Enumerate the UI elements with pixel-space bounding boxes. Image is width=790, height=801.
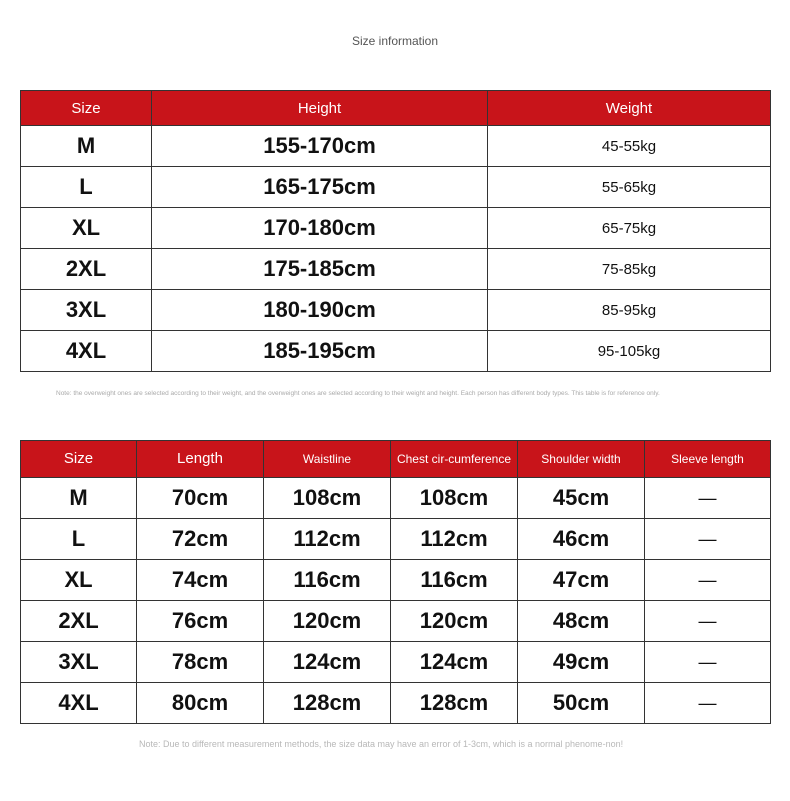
size-cell: L xyxy=(21,167,152,208)
table-row xyxy=(21,249,771,290)
length-cell: 80cm xyxy=(137,683,264,724)
size-cell: XL xyxy=(21,208,152,249)
length-cell: 76cm xyxy=(137,601,264,642)
table-row xyxy=(21,601,771,642)
measurement-note: Note: Due to different measurement methods, the size data may have an error of 1-3cm, which is a normal phenome-non! xyxy=(139,739,624,749)
length-cell: 70cm xyxy=(137,478,264,519)
waist-cell: 124cm xyxy=(264,642,391,683)
sleeve-cell: — xyxy=(645,519,771,560)
header-length: Length xyxy=(137,441,264,478)
shoulder-cell: 46cm xyxy=(518,519,645,560)
waist-cell: 120cm xyxy=(264,601,391,642)
table-row xyxy=(21,478,771,519)
sleeve-cell: — xyxy=(645,601,771,642)
table-row xyxy=(21,331,771,372)
table-row xyxy=(21,642,771,683)
size-cell: XL xyxy=(21,560,137,601)
header-size: Size xyxy=(21,91,152,126)
chest-cell: 124cm xyxy=(391,642,518,683)
sleeve-cell: — xyxy=(645,478,771,519)
reference-note: Note: the overweight ones are selected according to their weight, and the overweight ones are selected according to their weight and height. Each person has different body types. This table is for reference only. xyxy=(56,390,660,397)
length-cell: 74cm xyxy=(137,560,264,601)
waist-cell: 128cm xyxy=(264,683,391,724)
height-cell: 170-180cm xyxy=(152,208,488,249)
header-waistline: Waistline xyxy=(264,441,391,478)
height-weight-table xyxy=(20,90,771,372)
height-cell: 165-175cm xyxy=(152,167,488,208)
size-cell: M xyxy=(21,126,152,167)
table-row xyxy=(21,290,771,331)
page-title: Size information xyxy=(351,34,439,48)
shoulder-cell: 49cm xyxy=(518,642,645,683)
chest-cell: 108cm xyxy=(391,478,518,519)
size-cell: L xyxy=(21,519,137,560)
weight-cell: 45-55kg xyxy=(488,126,771,167)
sleeve-cell: — xyxy=(645,642,771,683)
size-cell: 4XL xyxy=(21,331,152,372)
size-cell: 4XL xyxy=(21,683,137,724)
chest-cell: 116cm xyxy=(391,560,518,601)
sleeve-cell: — xyxy=(645,683,771,724)
table-header-row xyxy=(21,91,771,126)
table-row xyxy=(21,519,771,560)
height-cell: 155-170cm xyxy=(152,126,488,167)
measurement-table xyxy=(20,440,771,724)
weight-cell: 65-75kg xyxy=(488,208,771,249)
table-header-row xyxy=(21,441,771,478)
size-cell: 3XL xyxy=(21,642,137,683)
table-row xyxy=(21,126,771,167)
sleeve-cell: — xyxy=(645,560,771,601)
header-sleeve: Sleeve length xyxy=(645,441,771,478)
header-shoulder: Shoulder width xyxy=(518,441,645,478)
table-row xyxy=(21,683,771,724)
height-cell: 185-195cm xyxy=(152,331,488,372)
chest-cell: 128cm xyxy=(391,683,518,724)
header-weight: Weight xyxy=(488,91,771,126)
waist-cell: 112cm xyxy=(264,519,391,560)
header-size: Size xyxy=(21,441,137,478)
waist-cell: 108cm xyxy=(264,478,391,519)
header-height: Height xyxy=(152,91,488,126)
shoulder-cell: 45cm xyxy=(518,478,645,519)
header-chest: Chest cir-cumference xyxy=(391,441,518,478)
shoulder-cell: 47cm xyxy=(518,560,645,601)
shoulder-cell: 48cm xyxy=(518,601,645,642)
length-cell: 72cm xyxy=(137,519,264,560)
chest-cell: 120cm xyxy=(391,601,518,642)
shoulder-cell: 50cm xyxy=(518,683,645,724)
weight-cell: 55-65kg xyxy=(488,167,771,208)
size-cell: M xyxy=(21,478,137,519)
length-cell: 78cm xyxy=(137,642,264,683)
weight-cell: 95-105kg xyxy=(488,331,771,372)
height-cell: 180-190cm xyxy=(152,290,488,331)
table-row xyxy=(21,208,771,249)
table-row xyxy=(21,167,771,208)
size-cell: 2XL xyxy=(21,601,137,642)
height-cell: 175-185cm xyxy=(152,249,488,290)
weight-cell: 75-85kg xyxy=(488,249,771,290)
chest-cell: 112cm xyxy=(391,519,518,560)
size-cell: 2XL xyxy=(21,249,152,290)
weight-cell: 85-95kg xyxy=(488,290,771,331)
table-row xyxy=(21,560,771,601)
size-cell: 3XL xyxy=(21,290,152,331)
waist-cell: 116cm xyxy=(264,560,391,601)
